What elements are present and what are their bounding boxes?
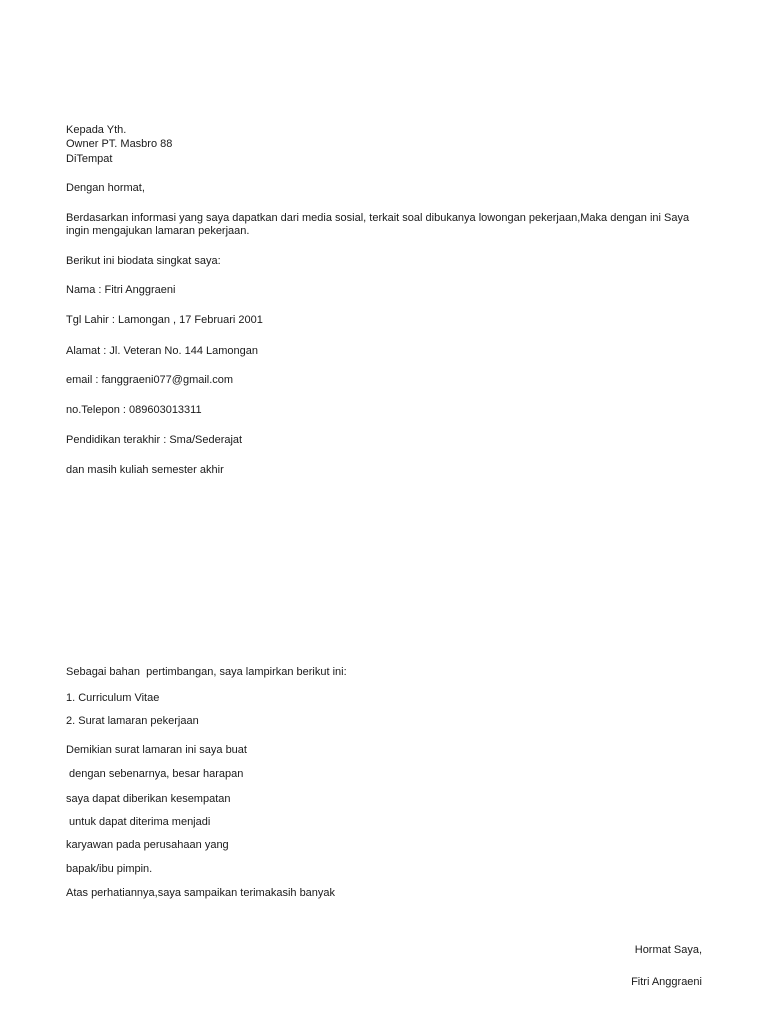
closing-line: dengan sebenarnya, besar harapan: [66, 768, 244, 780]
bio-education: Pendidikan terakhir : Sma/Sederajat: [66, 434, 243, 446]
closing-line: bapak/ibu pimpin.: [66, 863, 153, 875]
recipient-line-2: Owner PT. Masbro 88: [66, 138, 173, 150]
signoff: Hormat Saya,: [634, 944, 702, 956]
bio-status: dan masih kuliah semester akhir: [66, 464, 224, 476]
closing-line: untuk dapat diterima menjadi: [66, 816, 211, 828]
recipient-line-1: Kepada Yth.: [66, 124, 127, 136]
attachments-heading: Sebagai bahan pertimbangan, saya lampirkan berikut ini:: [66, 666, 347, 678]
bio-birth: Tgl Lahir : Lamongan , 17 Februari 2001: [66, 314, 263, 326]
greeting: Dengan hormat,: [66, 182, 145, 194]
closing-line: Demikian surat lamaran ini saya buat: [66, 744, 247, 756]
attachment-item: 1. Curriculum Vitae: [66, 692, 160, 704]
closing-line: karyawan pada perusahaan yang: [66, 839, 229, 851]
signature-name: Fitri Anggraeni: [631, 976, 702, 988]
bio-phone: no.Telepon : 089603013311: [66, 404, 202, 416]
bio-heading: Berikut ini biodata singkat saya:: [66, 255, 221, 267]
closing-line: saya dapat diberikan kesempatan: [66, 793, 231, 805]
bio-email: email : fanggraeni077@gmail.com: [66, 374, 234, 386]
bio-name: Nama : Fitri Anggraeni: [66, 284, 176, 296]
closing-line: Atas perhatiannya,saya sampaikan terimakasih banyak: [66, 887, 336, 899]
recipient-line-3: DiTempat: [66, 153, 113, 165]
attachment-item: 2. Surat lamaran pekerjaan: [66, 715, 199, 727]
bio-address: Alamat : Jl. Veteran No. 144 Lamongan: [66, 345, 259, 357]
intro-paragraph: Berdasarkan informasi yang saya dapatkan dari media sosial, terkait soal dibukanya lowongan pekerjaan,Maka dengan ini Saya ingin mengajukan lamaran pekerjaan.: [66, 212, 690, 237]
